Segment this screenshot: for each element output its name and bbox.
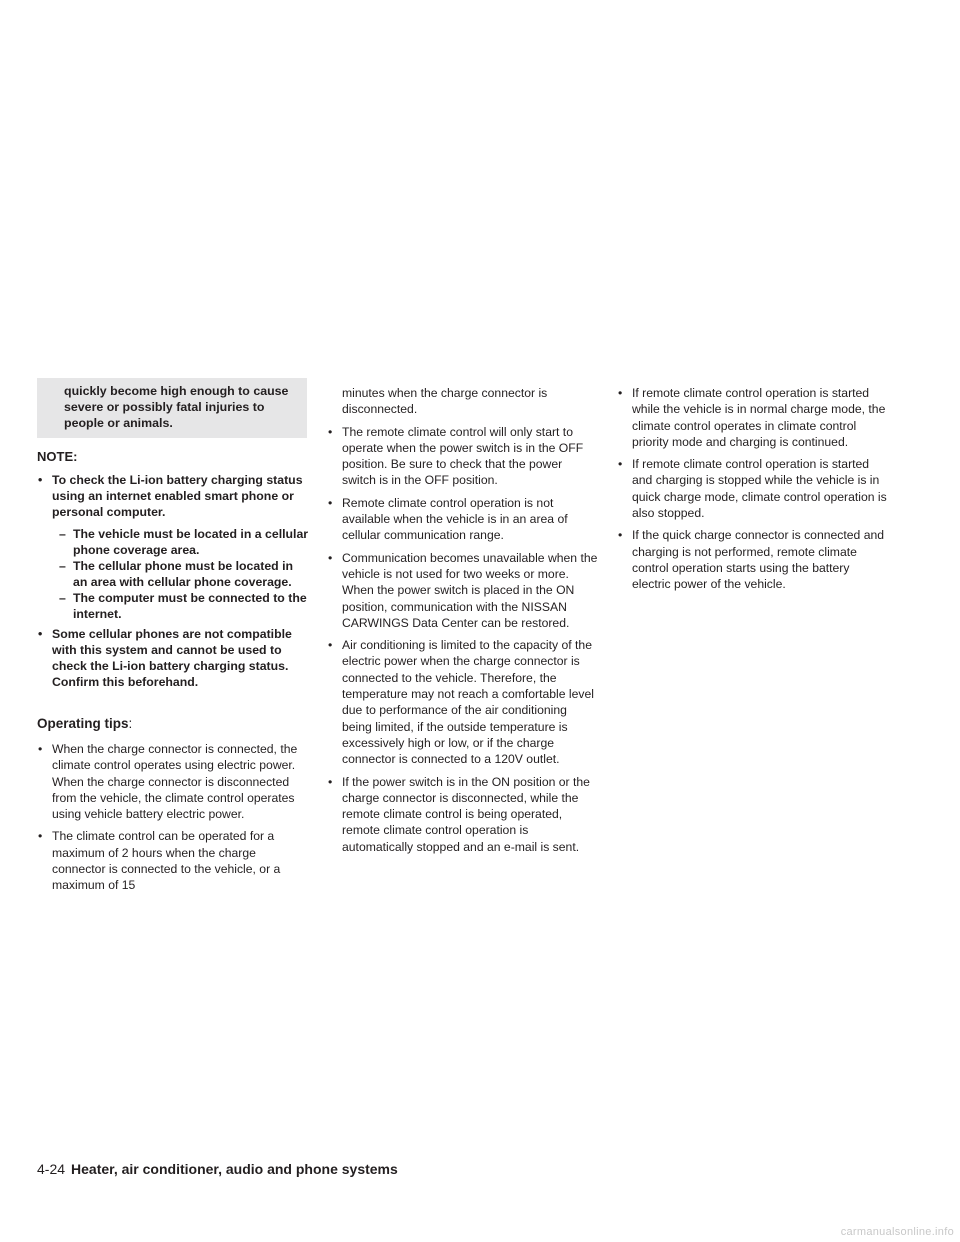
- note-bullet-2: • Some cellular phones are not compatible with this system and cannot be used to check the Li-ion battery charging status. Confirm this beforehand.: [37, 626, 309, 690]
- note-dash-2: – The cellular phone must be located in an area with cellular phone coverage.: [37, 558, 309, 590]
- tip-item: • Air conditioning is limited to the capacity of the electric power when the charge connector is connected to the vehicle. Therefore, the temperature may not reach a comfortable level due to performance of the air conditioning being limited, if the outside temperature is excessively high or low, or if the charge connector is connected to a 120V outlet.: [327, 637, 599, 767]
- page-number: 4-24: [37, 1161, 66, 1177]
- section-title: Heater, air conditioner, audio and phone systems: [71, 1161, 398, 1177]
- note-dash-3: – The computer must be connected to the internet.: [37, 590, 309, 622]
- note-dash-list: [37, 526, 309, 622]
- note-list: [37, 472, 309, 696]
- operating-tips-heading: Operating tips:: [37, 716, 133, 731]
- note-dash-1: – The vehicle must be located in a cellular phone coverage area.: [37, 526, 309, 558]
- tip-item: • If remote climate control operation is started while the vehicle is in normal charge mode, the climate control operates in climate control priority mode and charging is continued.: [617, 385, 889, 450]
- tip-continuation: minutes when the charge connector is disconnected.: [342, 386, 548, 417]
- tip-item: • When the charge connector is connected, the climate control operates using electric power. When the charge connector is disconnected from the vehicle, the climate control operates using vehicle battery electric power.: [37, 741, 309, 822]
- warning-text: quickly become high enough to cause severe or possibly fatal injuries to people or animals.: [64, 384, 289, 430]
- watermark: carmanualsonline.info: [840, 1226, 954, 1238]
- tips-column-1: [37, 741, 309, 900]
- tip-item: • The remote climate control will only start to operate when the power switch is in the OFF position. Be sure to check that the power switch is in the OFF position.: [327, 424, 599, 489]
- tip-item: • If the quick charge connector is connected and charging is not performed, remote climate control operation starts using the battery electric power of the vehicle.: [617, 527, 889, 592]
- tip-item: • Remote climate control operation is not available when the vehicle is in an area of cellular communication range.: [327, 495, 599, 544]
- tips-column-3: [617, 385, 889, 599]
- tips-column-2: [327, 385, 599, 861]
- tip-item: • The climate control can be operated for a maximum of 2 hours when the charge connector is connected to the vehicle, or a maximum of 15: [37, 828, 309, 893]
- tip-item: • If remote climate control operation is started and charging is stopped while the vehicle is in quick charge mode, climate control operation is also stopped.: [617, 456, 889, 521]
- page-footer: [37, 1160, 398, 1178]
- tip-item: • Communication becomes unavailable when the vehicle is not used for two weeks or more. When the power switch is placed in the ON position, communication with the NISSAN CARWINGS Data Center can be restored.: [327, 550, 599, 631]
- note-heading: NOTE:: [37, 449, 78, 464]
- tip-item: • If the power switch is in the ON position or the charge connector is disconnected, while the remote climate control is being operated, remote climate control operation is automatically stopped and an e-mail is sent.: [327, 774, 599, 855]
- note-bullet-1: • To check the Li-ion battery charging status using an internet enabled smart phone or personal computer.: [37, 472, 309, 520]
